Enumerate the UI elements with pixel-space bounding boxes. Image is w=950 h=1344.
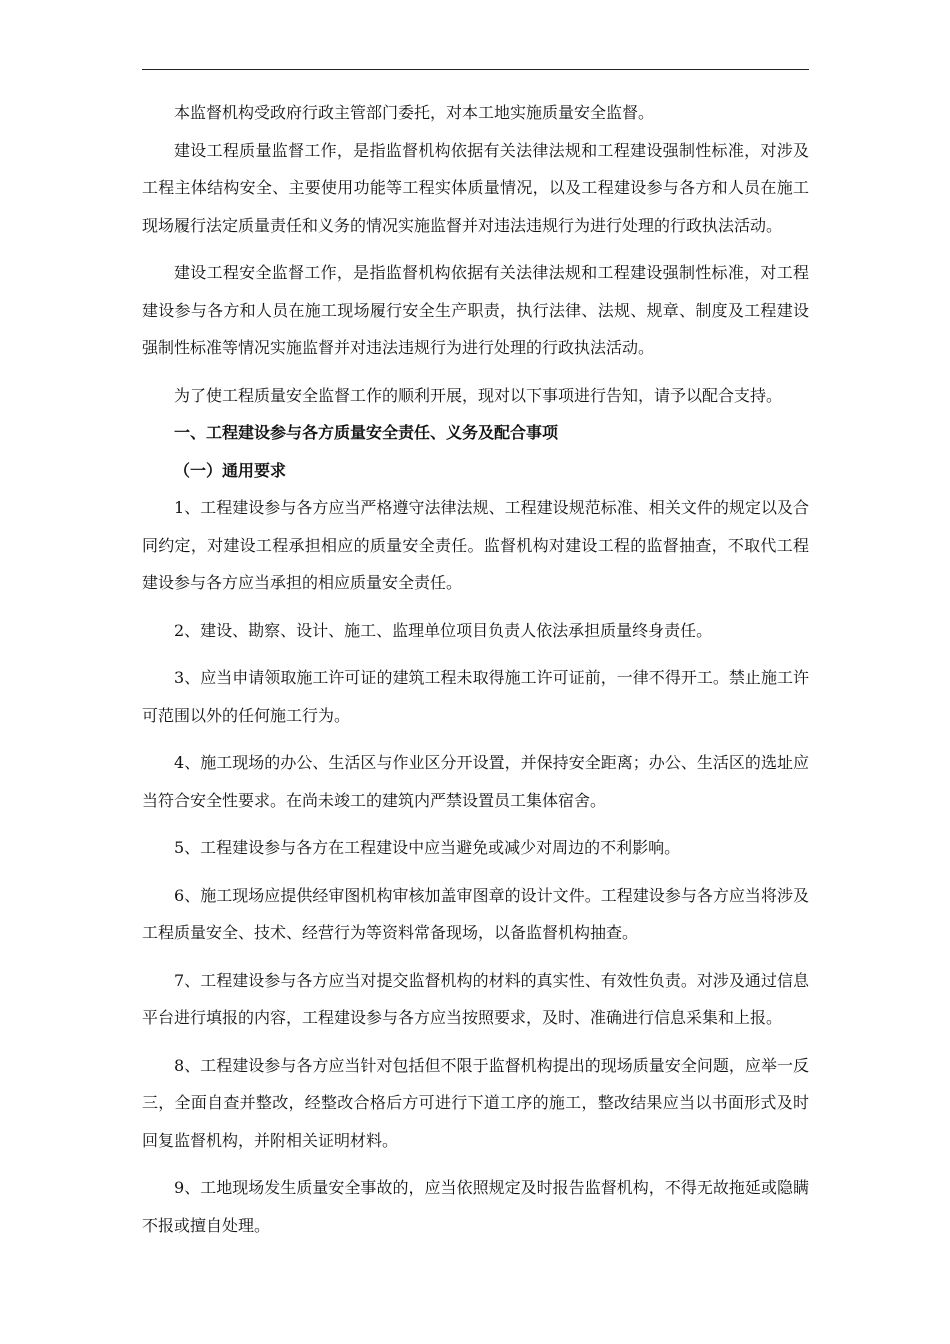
section-heading: 一、工程建设参与各方质量安全责任、义务及配合事项 [174, 423, 559, 442]
intro-paragraph-1: 本监督机构受政府行政主管部门委托，对本工地实施质量安全监督。 [174, 103, 655, 122]
list-item-9: 9、工地现场发生质量安全事故的，应当依照规定及时报告监督机构，不得无故拖延或隐瞒不报或擅自处理。 [142, 1178, 809, 1235]
intro-paragraph-3: 建设工程安全监督工作，是指监督机构依据有关法律法规和工程建设强制性标准，对工程建设参与各方和人员在施工现场履行安全生产职责，执行法律、法规、规章、制度及工程建设强制性标准等情况实施监督并对违法违规行为进行处理的行政执法活动。 [142, 263, 809, 357]
list-item-1: 1、工程建设参与各方应当严格遵守法律法规、工程建设规范标准、相关文件的规定以及合同约定，对建设工程承担相应的质量安全责任。监督机构对建设工程的监督抽查，不取代工程建设参与各方应当承担的相应质量安全责任。 [142, 498, 809, 592]
intro-paragraph-2: 建设工程质量监督工作，是指监督机构依据有关法律法规和工程建设强制性标准，对涉及工程主体结构安全、主要使用功能等工程实体质量情况，以及工程建设参与各方和人员在施工现场履行法定质量责任和义务的情况实施监督并对违法违规行为进行处理的行政执法活动。 [142, 140, 809, 235]
list-item-5: 5、工程建设参与各方在工程建设中应当避免或减少对周边的不利影响。 [174, 838, 681, 857]
header-rule [142, 69, 809, 70]
list-item-6: 6、施工现场应提供经审图机构审核加盖审图章的设计文件。工程建设参与各方应当将涉及工程质量安全、技术、经营行为等资料常备现场，以备监督机构抽查。 [142, 885, 809, 942]
list-item-3: 3、应当申请领取施工许可证的建筑工程未取得施工许可证前，一律不得开工。禁止施工许可范围以外的任何施工行为。 [142, 668, 809, 725]
list-item-4: 4、施工现场的办公、生活区与作业区分开设置，并保持安全距离；办公、生活区的选址应当符合安全性要求。在尚未竣工的建筑内严禁设置员工集体宿舍。 [142, 753, 809, 810]
list-item-8: 8、工程建设参与各方应当针对包括但不限于监督机构提出的现场质量安全问题，应举一反三，全面自查并整改，经整改合格后方可进行下道工序的施工，整改结果应当以书面形式及时回复监督机构，并附相关证明材料。 [142, 1055, 809, 1150]
list-item-2: 2、建设、勘察、设计、施工、监理单位项目负责人依法承担质量终身责任。 [174, 620, 713, 640]
subsection-heading: （一）通用要求 [174, 460, 287, 480]
document-body [142, 94, 809, 1244]
intro-paragraph-4: 为了使工程质量安全监督工作的顺利开展，现对以下事项进行告知，请予以配合支持。 [174, 385, 783, 405]
list-item-7: 7、工程建设参与各方应当对提交监督机构的材料的真实性、有效性负责。对涉及通过信息平台进行填报的内容，工程建设参与各方应当按照要求，及时、准确进行信息采集和上报。 [142, 970, 809, 1027]
